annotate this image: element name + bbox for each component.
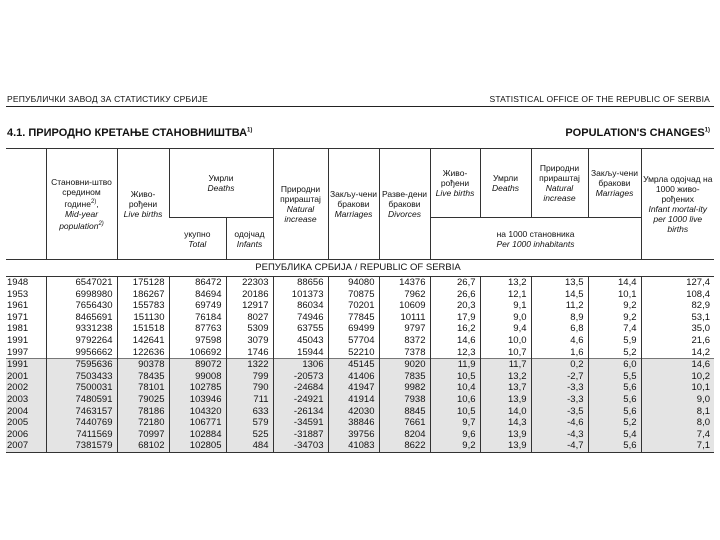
cell-rate-deaths: 10,7: [480, 347, 531, 359]
office-name-english: STATISTICAL OFFICE OF THE REPUBLIC OF SERBIA: [489, 94, 710, 104]
cell-rate-live-births: 10,5: [430, 371, 480, 383]
cell-live-births: 186267: [117, 289, 169, 301]
cell-rate-live-births: 10,4: [430, 382, 480, 394]
cell-divorces: 8622: [379, 440, 430, 452]
cell-live-births: 175128: [117, 277, 169, 289]
cell-deaths-total: 102805: [169, 440, 226, 452]
cell-deaths-infants: 799: [226, 371, 273, 383]
header-rate-natural-increase: Природни прираштај Natural increase: [531, 149, 588, 218]
cell-deaths-infants: 790: [226, 382, 273, 394]
table-row: [6, 312, 714, 324]
cell-marriages: 41083: [328, 440, 379, 452]
cell-natural-increase: 45043: [273, 335, 328, 347]
table-row: [6, 277, 714, 289]
cell-natural-increase: 1306: [273, 359, 328, 371]
cell-deaths-total: 99008: [169, 371, 226, 383]
cell-rate-natural-increase: -4,7: [531, 440, 588, 452]
cell-rate-live-births: 9,2: [430, 440, 480, 452]
cell-rate-natural-increase: 14,5: [531, 289, 588, 301]
cell-live-births: 155783: [117, 300, 169, 312]
cell-deaths-infants: 12917: [226, 300, 273, 312]
cell-deaths-infants: 711: [226, 394, 273, 406]
cell-rate-live-births: 14,6: [430, 335, 480, 347]
cell-rate-marriages: 5,2: [588, 417, 641, 429]
cell-deaths-total: 69749: [169, 300, 226, 312]
cell-rate-natural-increase: 0,2: [531, 359, 588, 371]
cell-year: 2006: [6, 429, 46, 441]
cell-divorces: 7378: [379, 347, 430, 359]
cell-rate-natural-increase: -4,6: [531, 417, 588, 429]
cell-live-births: 78435: [117, 371, 169, 383]
cell-divorces: 10609: [379, 300, 430, 312]
cell-rate-marriages: 5,6: [588, 440, 641, 452]
cell-year: 2007: [6, 440, 46, 452]
cell-year: 1997: [7, 346, 29, 358]
table-title-serbian: 4.1. ПРИРОДНО КРЕТАЊЕ СТАНОВНИШТВА$^{1)}$: [7, 127, 253, 139]
table-row: [6, 347, 714, 359]
cell-deaths-total: 89072: [169, 359, 226, 371]
cell-population: 8465691: [46, 312, 117, 324]
table-row: [6, 429, 714, 441]
cell-rate-deaths: 13,2: [480, 277, 531, 289]
cell-marriages: 69499: [328, 323, 379, 335]
cell-population: 7440769: [46, 417, 117, 429]
cell-rate-natural-increase: 11,2: [531, 300, 588, 312]
table-row: [6, 406, 714, 418]
cell-infant-mortality: 9,0: [641, 394, 714, 406]
cell-rate-natural-increase: 4,6: [531, 335, 588, 347]
cell-live-births: 151130: [117, 312, 169, 324]
cell-deaths-infants: 525: [226, 429, 273, 441]
cell-natural-increase: 15944: [273, 347, 328, 359]
cell-rate-deaths: 13,9: [480, 440, 531, 452]
cell-marriages: 38846: [328, 417, 379, 429]
office-name-serbian: РЕПУБЛИЧКИ ЗАВОД ЗА СТАТИСТИКУ СРБИЈЕ: [7, 94, 208, 104]
cell-year: 1991: [6, 359, 46, 371]
cell-live-births: 142641: [117, 335, 169, 347]
cell-marriages: 39756: [328, 429, 379, 441]
cell-population: 7595636: [46, 359, 117, 371]
cell-infant-mortality: 21,6: [641, 335, 714, 347]
cell-deaths-total: 97598: [169, 335, 226, 347]
cell-natural-increase: -34703: [273, 440, 328, 452]
cell-rate-natural-increase: 8,9: [531, 312, 588, 324]
cell-deaths-total: 106771: [169, 417, 226, 429]
header-deaths: Умрли Deaths: [169, 149, 273, 218]
cell-rate-deaths: 14,0: [480, 406, 531, 418]
cell-rate-live-births: 11,9: [430, 359, 480, 371]
cell-infant-mortality: 10,1: [641, 382, 714, 394]
cell-divorces: 8372: [379, 335, 430, 347]
cell-population: 7503433: [46, 371, 117, 383]
table-row: [6, 417, 714, 429]
cell-natural-increase: 63755: [273, 323, 328, 335]
cell-rate-deaths: 9,0: [480, 312, 531, 324]
cell-natural-increase: -34591: [273, 417, 328, 429]
cell-live-births: 72180: [117, 417, 169, 429]
cell-rate-natural-increase: -2,7: [531, 371, 588, 383]
cell-rate-live-births: 16,2: [430, 323, 480, 335]
header-per-1000: на 1000 становника Per 1000 inhabitants: [430, 218, 641, 260]
cell-infant-mortality: 35,0: [641, 323, 714, 335]
cell-natural-increase: -24684: [273, 382, 328, 394]
header-rate-live-births: Живо-рођени Live births: [430, 149, 480, 218]
cell-infant-mortality: 8,1: [641, 406, 714, 418]
table-row: [6, 359, 714, 371]
cell-rate-marriages: 5,2: [588, 347, 641, 359]
cell-rate-deaths: 11,7: [480, 359, 531, 371]
cell-marriages: 41947: [328, 382, 379, 394]
cell-live-births: 151518: [117, 323, 169, 335]
table-title-english: POPULATION'S CHANGES$^{1)}$: [565, 127, 710, 139]
cell-rate-live-births: 10,5: [430, 406, 480, 418]
header-marriages: Закљу-чени бракови Marriages: [328, 149, 379, 260]
cell-deaths-infants: 8027: [226, 312, 273, 324]
table-row: [6, 371, 714, 383]
cell-natural-increase: -20573: [273, 371, 328, 383]
cell-infant-mortality: 82,9: [641, 300, 714, 312]
cell-live-births: 78186: [117, 406, 169, 418]
cell-rate-live-births: 20,3: [430, 300, 480, 312]
cell-divorces: 10111: [379, 312, 430, 324]
cell-divorces: 9797: [379, 323, 430, 335]
cell-deaths-total: 102884: [169, 429, 226, 441]
cell-natural-increase: 101373: [273, 289, 328, 301]
cell-natural-increase: 88656: [273, 277, 328, 289]
cell-rate-marriages: 5,4: [588, 429, 641, 441]
cell-live-births: 78101: [117, 382, 169, 394]
cell-deaths-infants: 5309: [226, 323, 273, 335]
header-deaths-total: укупно Total: [169, 218, 226, 260]
cell-year: 1971: [7, 311, 29, 323]
cell-year: 2005: [6, 417, 46, 429]
cell-rate-deaths: 10,0: [480, 335, 531, 347]
header-natural-increase: Природни прираштај Natural increase: [273, 149, 328, 260]
cell-natural-increase: -26134: [273, 406, 328, 418]
cell-rate-live-births: 26,7: [430, 277, 480, 289]
cell-deaths-infants: 20186: [226, 289, 273, 301]
cell-infant-mortality: 8,0: [641, 417, 714, 429]
cell-population: 7656430: [46, 300, 117, 312]
cell-population: 9956662: [46, 347, 117, 359]
table-row: [6, 382, 714, 394]
cell-marriages: 42030: [328, 406, 379, 418]
cell-natural-increase: -31887: [273, 429, 328, 441]
cell-live-births: 68102: [117, 440, 169, 452]
cell-marriages: 94080: [328, 277, 379, 289]
cell-rate-marriages: 6,0: [588, 359, 641, 371]
cell-marriages: 57704: [328, 335, 379, 347]
cell-population: 9331238: [46, 323, 117, 335]
cell-live-births: 79025: [117, 394, 169, 406]
cell-rate-marriages: 9,2: [588, 312, 641, 324]
header-live-births: Живо-рођени Live births: [117, 149, 169, 260]
cell-infant-mortality: 127,4: [641, 277, 714, 289]
cell-rate-live-births: 9,7: [430, 417, 480, 429]
cell-divorces: 9020: [379, 359, 430, 371]
cell-population: 6998980: [46, 289, 117, 301]
cell-year: 1961: [7, 300, 29, 312]
header-deaths-infants: одојчад Infants: [226, 218, 273, 260]
cell-rate-deaths: 9,4: [480, 323, 531, 335]
cell-live-births: 122636: [117, 347, 169, 359]
cell-rate-marriages: 5,6: [588, 406, 641, 418]
cell-rate-natural-increase: -3,3: [531, 382, 588, 394]
cell-deaths-total: 102785: [169, 382, 226, 394]
cell-deaths-total: 84694: [169, 289, 226, 301]
cell-live-births: 90378: [117, 359, 169, 371]
cell-marriages: 52210: [328, 347, 379, 359]
cell-rate-marriages: 5,6: [588, 382, 641, 394]
cell-year: 1981: [7, 323, 29, 335]
cell-rate-live-births: 17,9: [430, 312, 480, 324]
cell-rate-natural-increase: -4,3: [531, 429, 588, 441]
cell-marriages: 41406: [328, 371, 379, 383]
table-row: [6, 323, 714, 335]
cell-divorces: 8204: [379, 429, 430, 441]
table-row: [6, 300, 714, 312]
cell-infant-mortality: 7,1: [641, 440, 714, 452]
cell-deaths-total: 103946: [169, 394, 226, 406]
cell-deaths-total: 86472: [169, 277, 226, 289]
cell-year: 1948: [7, 277, 29, 288]
cell-marriages: 70201: [328, 300, 379, 312]
cell-marriages: 77845: [328, 312, 379, 324]
header-rate-deaths: Умрли Deaths: [480, 149, 531, 218]
cell-rate-deaths: 9,1: [480, 300, 531, 312]
cell-rate-deaths: 13,9: [480, 394, 531, 406]
cell-rate-marriages: 10,1: [588, 289, 641, 301]
table-row: [6, 394, 714, 406]
cell-deaths-total: 106692: [169, 347, 226, 359]
header-year: [6, 149, 46, 260]
cell-population: 9792264: [46, 335, 117, 347]
cell-divorces: 7661: [379, 417, 430, 429]
header-rate-marriages: Закљу-чени бракови Marriages: [588, 149, 641, 218]
table-row: [6, 335, 714, 347]
cell-rate-live-births: 26,6: [430, 289, 480, 301]
cell-infant-mortality: 10,2: [641, 371, 714, 383]
section-title: РЕПУБЛИКА СРБИЈА / REPUBLIC OF SERBIA: [6, 260, 714, 277]
cell-divorces: 7938: [379, 394, 430, 406]
header-divorces: Разве-дени бракови Divorces: [379, 149, 430, 260]
cell-marriages: 45145: [328, 359, 379, 371]
cell-natural-increase: 74946: [273, 312, 328, 324]
cell-population: 6547021: [46, 277, 117, 289]
cell-natural-increase: -24921: [273, 394, 328, 406]
cell-deaths-infants: 579: [226, 417, 273, 429]
cell-population: 7480591: [46, 394, 117, 406]
cell-deaths-total: 104320: [169, 406, 226, 418]
cell-divorces: 7962: [379, 289, 430, 301]
cell-deaths-infants: 3079: [226, 335, 273, 347]
cell-divorces: 14376: [379, 277, 430, 289]
cell-divorces: 9982: [379, 382, 430, 394]
cell-infant-mortality: 14,6: [641, 359, 714, 371]
cell-deaths-infants: 22303: [226, 277, 273, 289]
cell-rate-live-births: 12,3: [430, 347, 480, 359]
cell-deaths-total: 87763: [169, 323, 226, 335]
cell-rate-live-births: 9,6: [430, 429, 480, 441]
cell-rate-marriages: 5,9: [588, 335, 641, 347]
cell-infant-mortality: 14,2: [641, 347, 714, 359]
cell-deaths-infants: 633: [226, 406, 273, 418]
cell-rate-live-births: 10,6: [430, 394, 480, 406]
cell-year: 2003: [6, 394, 46, 406]
cell-rate-deaths: 14,3: [480, 417, 531, 429]
cell-divorces: 8845: [379, 406, 430, 418]
cell-rate-deaths: 12,1: [480, 289, 531, 301]
cell-population: 7500031: [46, 382, 117, 394]
cell-rate-marriages: 5,5: [588, 371, 641, 383]
cell-year: 1953: [7, 288, 29, 300]
cell-rate-natural-increase: 6,8: [531, 323, 588, 335]
cell-rate-natural-increase: 13,5: [531, 277, 588, 289]
cell-rate-natural-increase: -3,3: [531, 394, 588, 406]
header-population: Становни-штво средином године$^{2)}$, Mid-year population$^{2)}$: [46, 149, 117, 260]
cell-population: 7381579: [46, 440, 117, 452]
cell-deaths-infants: 1322: [226, 359, 273, 371]
cell-year: 2004: [6, 406, 46, 418]
cell-rate-marriages: 7,4: [588, 323, 641, 335]
cell-deaths-infants: 1746: [226, 347, 273, 359]
cell-deaths-infants: 484: [226, 440, 273, 452]
cell-rate-marriages: 14,4: [588, 277, 641, 289]
cell-deaths-total: 76184: [169, 312, 226, 324]
cell-rate-deaths: 13,7: [480, 382, 531, 394]
cell-year: 2001: [6, 371, 46, 383]
cell-infant-mortality: 7,4: [641, 429, 714, 441]
cell-divorces: 7835: [379, 371, 430, 383]
cell-population: 7463157: [46, 406, 117, 418]
cell-population: 7411569: [46, 429, 117, 441]
cell-marriages: 41914: [328, 394, 379, 406]
header-infant-mortality: Умрла одојчад на 1000 живо-рођених Infant mortal-ity per 1000 live births: [641, 149, 714, 260]
population-changes-table: [6, 148, 714, 453]
cell-natural-increase: 86034: [273, 300, 328, 312]
cell-rate-natural-increase: -3,5: [531, 406, 588, 418]
cell-year: 2002: [6, 382, 46, 394]
table-row: [6, 440, 714, 452]
cell-marriages: 70875: [328, 289, 379, 301]
cell-infant-mortality: 108,4: [641, 289, 714, 301]
cell-year: 1991: [7, 334, 29, 346]
header-rule: [6, 106, 714, 107]
cell-rate-natural-increase: 1,6: [531, 347, 588, 359]
cell-rate-deaths: 13,9: [480, 429, 531, 441]
cell-rate-marriages: 9,2: [588, 300, 641, 312]
cell-rate-marriages: 5,6: [588, 394, 641, 406]
cell-live-births: 70997: [117, 429, 169, 441]
table-row: [6, 289, 714, 301]
cell-infant-mortality: 53,1: [641, 312, 714, 324]
cell-rate-deaths: 13,2: [480, 371, 531, 383]
